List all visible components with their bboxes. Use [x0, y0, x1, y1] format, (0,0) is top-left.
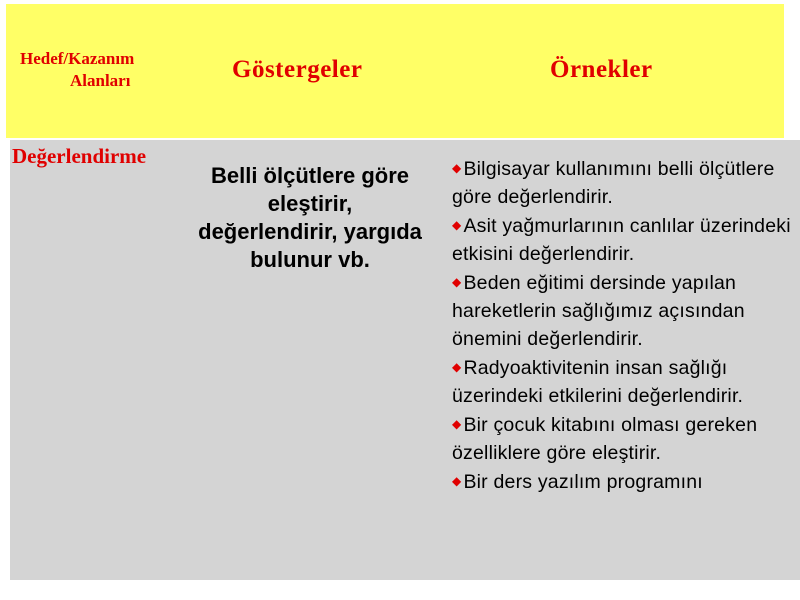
list-item [452, 211, 797, 268]
red-diamond-bullet-icon: ◆ [452, 360, 462, 374]
red-diamond-bullet-icon: ◆ [452, 417, 462, 431]
example-text: Bilgisayar kullanımını belli ölçütlere göre değerlendirir. [452, 158, 775, 208]
list-item [452, 353, 797, 410]
example-text: Bir ders yazılım programını [463, 471, 703, 493]
header-examples-column: Örnekler [550, 56, 653, 83]
indicators-cell: Belli ölçütlere göre eleştirir, değerlendirir, yargıda bulunur vb. [198, 163, 422, 272]
list-item [452, 268, 797, 353]
red-diamond-bullet-icon: ◆ [452, 161, 462, 175]
area-cell: Değerlendirme [12, 144, 147, 168]
list-item [452, 154, 797, 211]
example-text: Bir çocuk kitabını olması gereken özelliklere göre eleştirir. [452, 414, 758, 464]
table-body-row [10, 140, 800, 580]
example-text: Asit yağmurlarının canlılar üzerindeki etkisini değerlendirir. [452, 215, 791, 265]
header-area-line1: Hedef/Kazanım [20, 49, 135, 68]
red-diamond-bullet-icon: ◆ [452, 218, 462, 232]
header-area-column [20, 48, 190, 92]
red-diamond-bullet-icon: ◆ [452, 275, 462, 289]
example-text: Beden eğitimi dersinde yapılan hareketlerin sağlığımız açısından önemini değerlendirir. [452, 272, 745, 350]
list-item [452, 410, 797, 467]
examples-list [452, 154, 797, 496]
example-text: Radyoaktivitenin insan sağlığı üzerindeki etkilerini değerlendirir. [452, 357, 744, 407]
red-diamond-bullet-icon: ◆ [452, 474, 462, 488]
header-area-line2: Alanları [70, 71, 131, 90]
table-header-row [6, 4, 784, 138]
header-indicators-column: Göstergeler [232, 56, 363, 83]
list-item [452, 467, 797, 496]
